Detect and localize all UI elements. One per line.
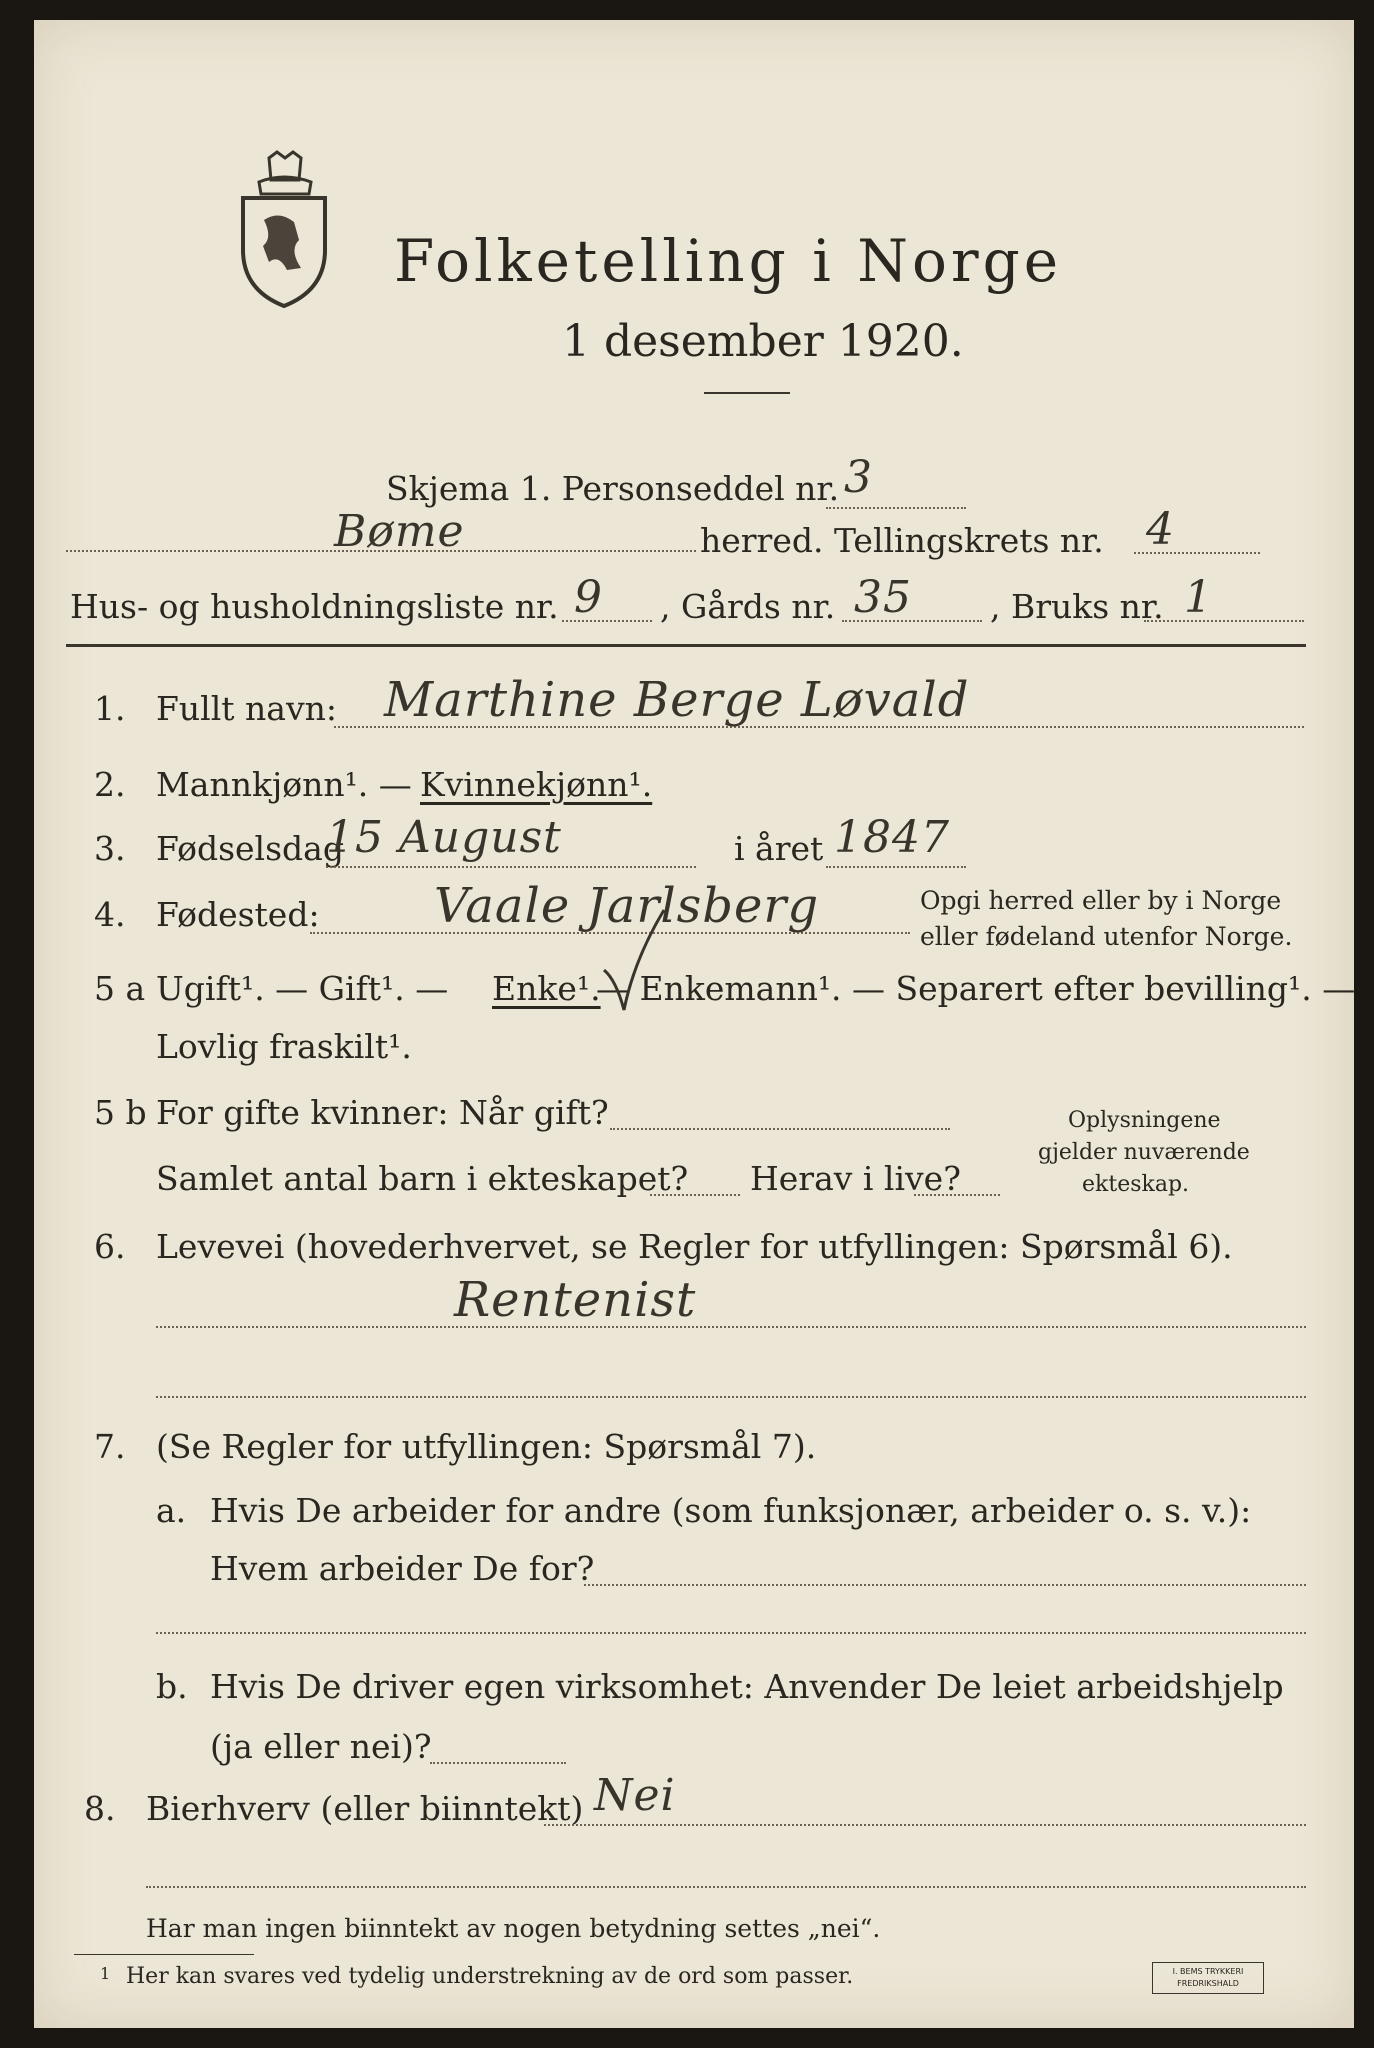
q8-line-2	[146, 1886, 1306, 1888]
hus-line	[562, 620, 652, 622]
skjema-label: Skjema 1. Personseddel nr.	[386, 469, 840, 508]
q3-day-line	[326, 866, 696, 868]
q3-year-label: i året	[734, 829, 824, 868]
q2-option-female: Kvinnekjønn¹.	[420, 765, 653, 804]
gards-value: 35	[854, 572, 912, 623]
q7b-fill	[430, 1762, 566, 1764]
herred-label: herred. Tellingskrets nr.	[700, 521, 1104, 560]
q5b-line-1-fill	[610, 1128, 950, 1130]
bruks-label: , Bruks nr.	[990, 587, 1164, 626]
q4-note-1: Opgi herred eller by i Norge	[920, 886, 1282, 915]
printer-name: I. BEMS TRYKKERI	[1172, 1967, 1244, 1976]
footnote-divider	[74, 1954, 254, 1955]
q2-option-male: Mannkjønn¹. —	[156, 765, 412, 804]
q8-value: Nei	[594, 1770, 676, 1821]
q5a-options-c: Lovlig fraskilt¹.	[156, 1027, 412, 1066]
q6-number: 6.	[94, 1227, 126, 1266]
q3-day-value: 15 August	[326, 812, 562, 863]
bruks-line	[1144, 620, 1304, 622]
q8-number: 8.	[84, 1789, 116, 1828]
hus-label: Hus- og husholdningsliste nr.	[70, 587, 559, 626]
q3-year-value: 1847	[834, 812, 950, 863]
q7a-number: a.	[156, 1491, 187, 1530]
q1-number: 1.	[94, 689, 126, 728]
q4-note-2: eller fødeland utenfor Norge.	[920, 922, 1293, 951]
q3-label: Fødselsdag	[156, 829, 344, 868]
q4-value: Vaale Jarlsberg	[434, 878, 820, 934]
q3-year-line	[826, 866, 966, 868]
census-form	[34, 20, 1354, 2028]
q5b-line-2a: Samlet antal barn i ekteskapet?	[156, 1159, 689, 1198]
footnote-text: Her kan svares ved tydelig understrekning av de ord som passer.	[126, 1964, 854, 1989]
q5b-line-2b-fill	[914, 1194, 1000, 1196]
q4-label: Fødested:	[156, 895, 320, 934]
q1-value: Marthine Berge Løvald	[384, 672, 970, 728]
q5a-options-a: Ugift¹. — Gift¹. —	[156, 969, 449, 1008]
q8-label: Bierhverv (eller biinntekt)	[146, 1789, 584, 1828]
q7a-line-1: Hvis De arbeider for andre (som funksjonær, arbeider o. s. v.):	[210, 1491, 1252, 1530]
handwritten-check-mark	[594, 900, 674, 1020]
q5b-line-2b: Herav i live?	[750, 1159, 961, 1198]
q6-line-1	[156, 1326, 1306, 1328]
q5a-number: 5 a	[94, 969, 146, 1008]
printer-city: FREDRIKSHALD	[1177, 1979, 1239, 1988]
gards-line	[842, 620, 982, 622]
q5a-options-b: — Enkemann¹. — Separert efter bevilling¹. —	[596, 969, 1356, 1008]
q7b-line-1: Hvis De driver egen virksomhet: Anvender De leiet arbeidshjelp	[210, 1667, 1284, 1706]
q7b-number: b.	[156, 1667, 188, 1706]
herred-value: Bøme	[334, 506, 465, 557]
q3-number: 3.	[94, 829, 126, 868]
footer-note: Har man ingen biinntekt av nogen betydning settes „nei“.	[146, 1914, 881, 1943]
q5b-number: 5 b	[94, 1093, 147, 1132]
q5b-note-3: ekteskap.	[1082, 1172, 1190, 1197]
q1-label: Fullt navn:	[156, 689, 337, 728]
coat-of-arms-icon	[229, 150, 339, 310]
footnote-mark: 1	[100, 1964, 111, 1983]
q6-value: Rentenist	[454, 1272, 697, 1328]
q6-line-2	[156, 1396, 1306, 1398]
personseddel-line	[826, 507, 966, 509]
tellingskrets-line	[1134, 552, 1260, 554]
q5b-note-2: gjelder nuværende	[1038, 1140, 1250, 1165]
q5b-note-1: Oplysningene	[1068, 1108, 1221, 1133]
q7a-line-2: Hvem arbeider De for?	[210, 1549, 595, 1588]
q2-number: 2.	[94, 765, 126, 804]
q4-number: 4.	[94, 895, 126, 934]
q5a-option-enke: Enke¹.	[492, 969, 601, 1008]
q7-label: (Se Regler for utfyllingen: Spørsmål 7).	[156, 1427, 817, 1466]
q7b-line-2: (ja eller nei)?	[210, 1727, 432, 1766]
section-divider	[66, 644, 1306, 647]
bruks-value: 1	[1184, 572, 1213, 623]
q7-number: 7.	[94, 1427, 126, 1466]
form-title: Folketelling i Norge	[394, 227, 1063, 295]
q8-line-1	[544, 1824, 1306, 1826]
printer-stamp	[1152, 1962, 1264, 1994]
form-date: 1 desember 1920.	[562, 316, 964, 367]
q7a-fill-1	[584, 1584, 1306, 1586]
title-divider	[704, 392, 790, 394]
personseddel-value: 3	[844, 452, 873, 503]
q7a-fill-2	[156, 1632, 1306, 1634]
tellingskrets-value: 4	[1146, 504, 1175, 555]
q5b-line-1: For gifte kvinner: Når gift?	[156, 1093, 609, 1132]
gards-label: , Gårds nr.	[660, 587, 836, 626]
q6-label: Levevei (hovederhvervet, se Regler for utfyllingen: Spørsmål 6).	[156, 1227, 1233, 1266]
q5b-line-2a-fill	[650, 1194, 740, 1196]
hus-value: 9	[574, 572, 603, 623]
